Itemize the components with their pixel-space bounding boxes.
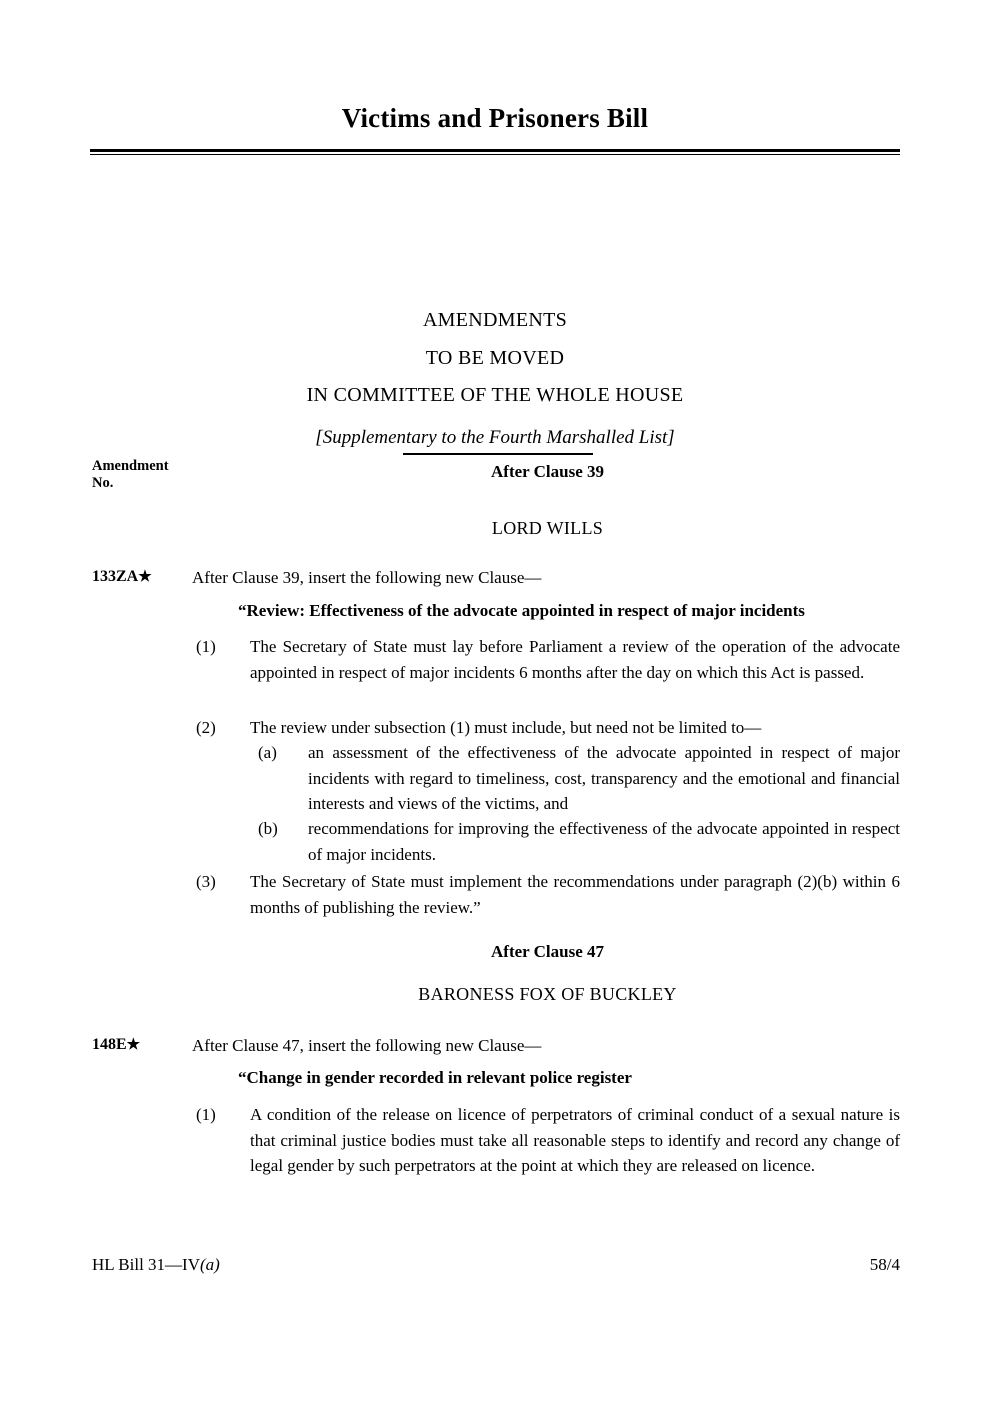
title-divider xyxy=(90,149,900,156)
amendment-intro-133za: After Clause 39, insert the following new Clause— xyxy=(192,568,542,587)
heading-to-be-moved: TO BE MOVED xyxy=(425,346,565,369)
paragraph-text: The review under subsection (1) must include, but need not be limited to— xyxy=(250,718,762,737)
star-icon: ★ xyxy=(138,569,152,585)
clause-title-review-effectiveness: “Review: Effectiveness of the advocate appointed in respect of major incidents xyxy=(238,601,805,620)
amendment-number-133za xyxy=(92,568,152,586)
bill-reference-main: HL Bill 31—IV xyxy=(92,1255,200,1274)
paragraph-marker: (3) xyxy=(196,872,216,891)
bill-reference xyxy=(92,1255,220,1275)
paragraph-1-3 xyxy=(196,869,900,920)
paragraph-1-2 xyxy=(196,715,900,741)
paragraph-text: The Secretary of State must lay before Parliament a review of the operation of the advocate appointed in respect of major incidents 6 months after the day on which this Act is passed. xyxy=(250,637,900,682)
headings-block xyxy=(90,302,900,456)
star-icon: ★ xyxy=(126,1037,141,1053)
paragraph-text: an assessment of the effectiveness of the advocate appointed in respect of major incidents with regard to timeliness, cost, transparency and the emotional and financial interests and views of the victims, and xyxy=(308,743,900,813)
paragraph-1-2a xyxy=(258,740,900,817)
amendment-number-148e xyxy=(92,1036,140,1054)
page-number: 58/4 xyxy=(869,1255,900,1274)
mover-lord-wills: LORD WILLS xyxy=(491,518,604,538)
paragraph-marker: (1) xyxy=(196,637,216,656)
bill-reference-suffix: (a) xyxy=(199,1255,220,1274)
heading-in-committee: IN COMMITTEE OF THE WHOLE HOUSE xyxy=(306,384,684,406)
title-block xyxy=(90,104,900,155)
paragraph-1-2b xyxy=(258,816,900,867)
heading-supplementary: [Supplementary to the Fourth Marshalled List] xyxy=(315,426,675,448)
paragraph-2-1 xyxy=(196,1102,900,1179)
divider-thin-line xyxy=(90,154,900,156)
paragraph-text: recommendations for improving the effectiveness of the advocate appointed in respect of major incidents. xyxy=(308,819,900,864)
section-heading-after-clause-47: After Clause 47 xyxy=(491,942,604,961)
section-heading-after-clause-39: After Clause 39 xyxy=(491,462,604,481)
margin-label-line1: Amendment xyxy=(92,458,169,474)
paragraph-text: The Secretary of State must implement the recommendations under paragraph (2)(b) within 6 months of publishing the review.” xyxy=(250,872,900,917)
heading-supplementary-wrapper xyxy=(315,419,674,456)
heading-amendments: AMENDMENTS xyxy=(422,309,568,331)
margin-label-line2: No. xyxy=(92,475,114,491)
mover-baroness-fox-of-buckley: BARONESS FOX OF BUCKLEY xyxy=(418,984,677,1004)
paragraph-marker: (b) xyxy=(258,819,278,838)
clause-title-change-in-gender: “Change in gender recorded in relevant police register xyxy=(238,1068,632,1087)
paragraph-marker: (1) xyxy=(196,1105,216,1124)
paragraph-1-1 xyxy=(196,634,900,685)
amendment-number-text: 148E xyxy=(92,1036,127,1053)
paragraph-text: A condition of the release on licence of perpetrators of criminal conduct of a sexual nature is that criminal justice bodies must take all reasonable steps to identify and record any change of legal gender by such perpetrators at the point at which they are released on licence. xyxy=(250,1105,900,1175)
paragraph-marker: (2) xyxy=(196,718,216,737)
page-footer xyxy=(92,1255,900,1275)
page-title: Victims and Prisoners Bill xyxy=(341,103,649,133)
amendment-no-margin-label xyxy=(92,458,169,492)
amendment-number-text: 133ZA xyxy=(92,568,139,585)
amendment-intro-148e: After Clause 47, insert the following new Clause— xyxy=(192,1036,542,1055)
paragraph-marker: (a) xyxy=(258,743,277,762)
supplementary-underline-annotation xyxy=(403,453,593,455)
